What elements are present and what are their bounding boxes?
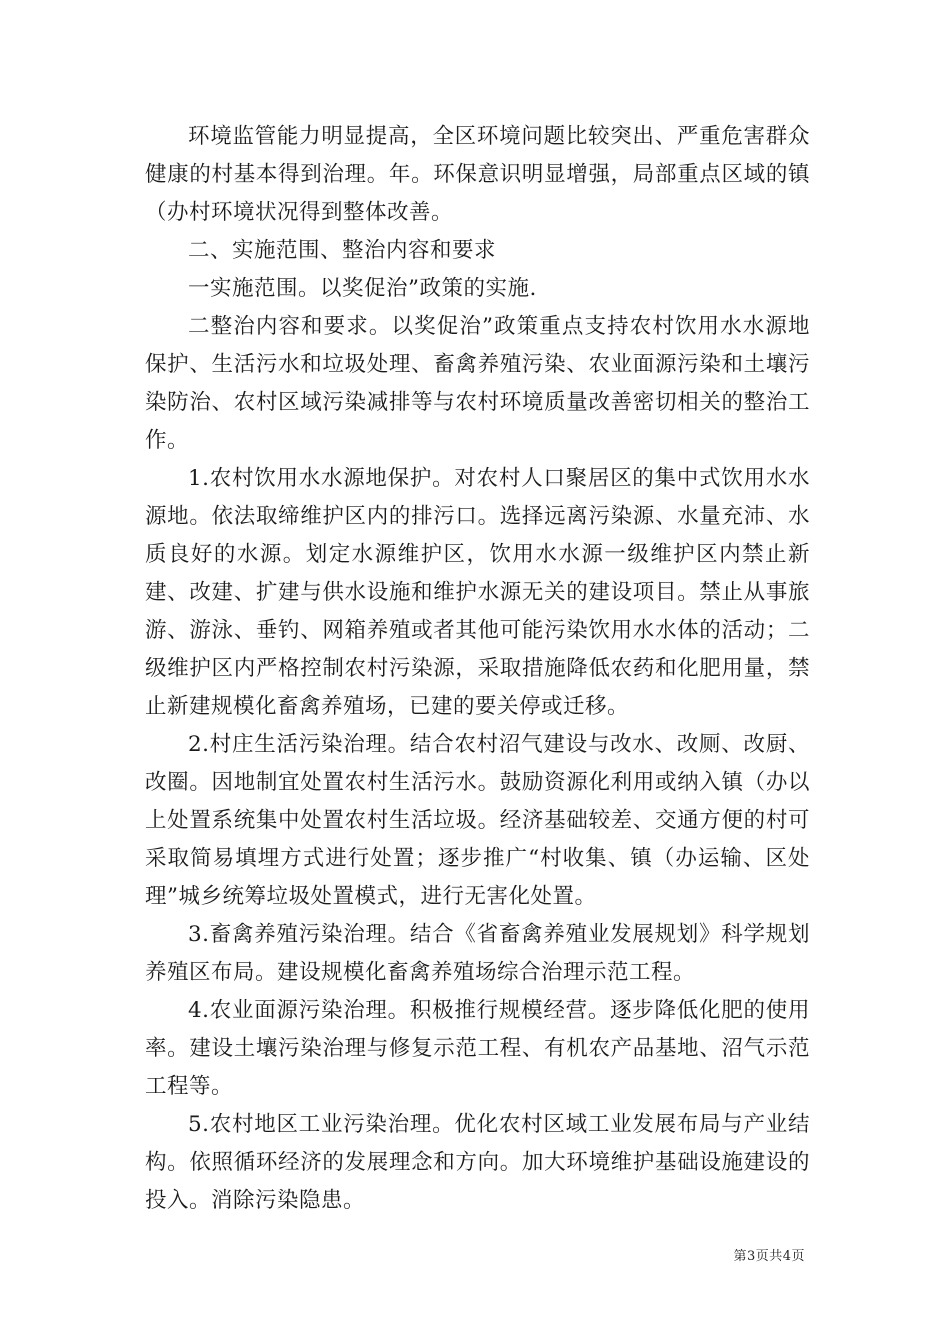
paragraph-intro: 环境监管能力明显提高，全区环境问题比较突出、严重危害群众健康的村基本得到治理。年。环保意识明显增强，局部重点区域的镇（办村环境状况得到整体改善。 [145,124,810,225]
paragraph-item-3-livestock: 3.畜禽养殖污染治理。结合《省畜禽养殖业发展规划》科学规划养殖区布局。建设规模化畜禽养殖场综合治理示范工程。 [145,922,810,985]
paragraph-item-4-agriculture: 4.农业面源污染治理。积极推行规模经营。逐步降低化肥的使用率。建设土壤污染治理与修复示范工程、有机农产品基地、沼气示范工程等。 [145,998,810,1099]
heading-scope-content-requirements: 二、实施范围、整治内容和要求 [188,238,497,263]
paragraph-item-2-village-pollution: 2.村庄生活污染治理。结合农村沼气建设与改水、改厕、改厨、改圈。因地制宜处置农村生活污水。鼓励资源化利用或纳入镇（办以上处置系统集中处置农村生活垃圾。经济基础较差、交通方便的村可采取简易填埋方式进行处置；逐步推广“村收集、镇（办运输、区处理”城乡统筹垃圾处置模式，进行无害化处置。 [145,732,810,909]
paragraph-content-requirements: 二整治内容和要求。以奖促治”政策重点支持农村饮用水水源地保护、生活污水和垃圾处理、畜禽养殖污染、农业面源污染和土壤污染防治、农村区域污染减排等与农村环境质量改善密切相关的整治工作。 [145,314,810,453]
paragraph-item-1-water-source: 1.农村饮用水水源地保护。对农村人口聚居区的集中式饮用水水源地。依法取缔维护区内的排污口。选择远离污染源、水量充沛、水质良好的水源。划定水源维护区，饮用水水源一级维护区内禁止新建、改建、扩建与供水设施和维护水源无关的建设项目。禁止从事旅游、游泳、垂钓、网箱养殖或者其他可能污染饮用水水体的活动；二级维护区内严格控制农村污染源，采取措施降低农药和化肥用量，禁止新建规模化畜禽养殖场，已建的要关停或迁移。 [145,466,810,719]
paragraph-item-5-industry: 5.农村地区工业污染治理。优化农村区域工业发展布局与产业结构。依照循环经济的发展理念和方向。加大环境维护基础设施建设的投入。消除污染隐患。 [145,1112,810,1213]
document-body [145,118,810,1220]
page-number-footer: 第3页共4页 [733,1249,805,1264]
paragraph-scope: 一实施范围。以奖促治”政策的实施. [188,276,537,301]
